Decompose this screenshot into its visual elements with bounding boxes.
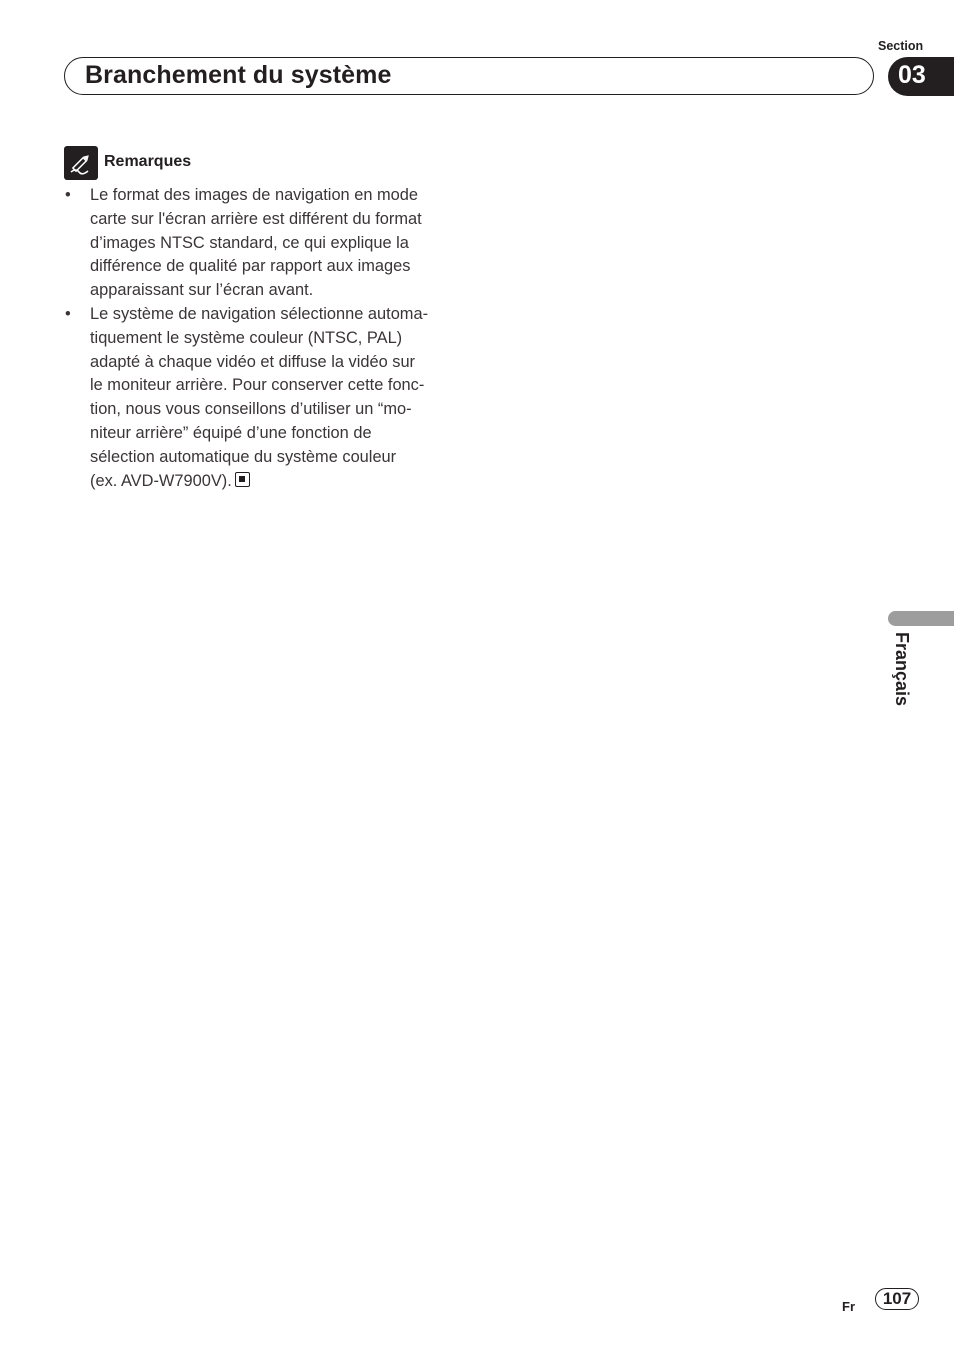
- text-line: tiquement le système couleur (NTSC, PAL): [90, 328, 403, 347]
- text-line: Le système de navigation sélectionne automa-: [90, 304, 429, 323]
- text-line: le moniteur arrière. Pour conserver cette fonc-: [90, 376, 425, 395]
- text-line: Le format des images de navigation en mode: [90, 186, 419, 204]
- page-number: 107: [875, 1288, 919, 1310]
- bullet: •: [65, 186, 71, 204]
- section-badge: [888, 57, 954, 96]
- pencil-note-icon: [64, 146, 98, 180]
- section-number: 03: [898, 61, 926, 89]
- text-line: d’images NTSC standard, ce qui explique la: [90, 233, 409, 252]
- text-line: niteur arrière” équipé d’une fonction de: [90, 423, 372, 442]
- end-mark-fill: [239, 476, 245, 482]
- notes-title: Remarques: [104, 153, 192, 170]
- text-line: sélection automatique du système couleur: [90, 447, 397, 466]
- text-line: (ex. AVD-W7900V).: [90, 471, 232, 490]
- notes-list: [64, 184, 464, 493]
- title-bar: [64, 57, 874, 95]
- list-item: [64, 184, 464, 303]
- end-of-section-icon: [235, 472, 250, 487]
- language-tab: [888, 611, 954, 626]
- text-line: carte sur l'écran arrière est différent du format: [90, 209, 422, 228]
- side-language-label: Français: [892, 632, 912, 707]
- list-item: [64, 303, 464, 493]
- text-line: adapté à chaque vidéo et diffuse la vidéo sur: [90, 352, 416, 371]
- notes-header: [64, 146, 464, 180]
- bullet: •: [65, 304, 71, 323]
- text-line-last: [90, 470, 464, 494]
- section-label: Section: [878, 39, 924, 53]
- text-line: apparaissant sur l’écran avant.: [90, 281, 314, 300]
- text-line: différence de qualité par rapport aux images: [90, 257, 411, 276]
- footer-language-code: Fr: [842, 1299, 855, 1314]
- notes-block: [64, 146, 464, 493]
- page-title: Branchement du système: [85, 61, 392, 89]
- text-line: tion, nous vous conseillons d’utiliser un “mo-: [90, 400, 412, 419]
